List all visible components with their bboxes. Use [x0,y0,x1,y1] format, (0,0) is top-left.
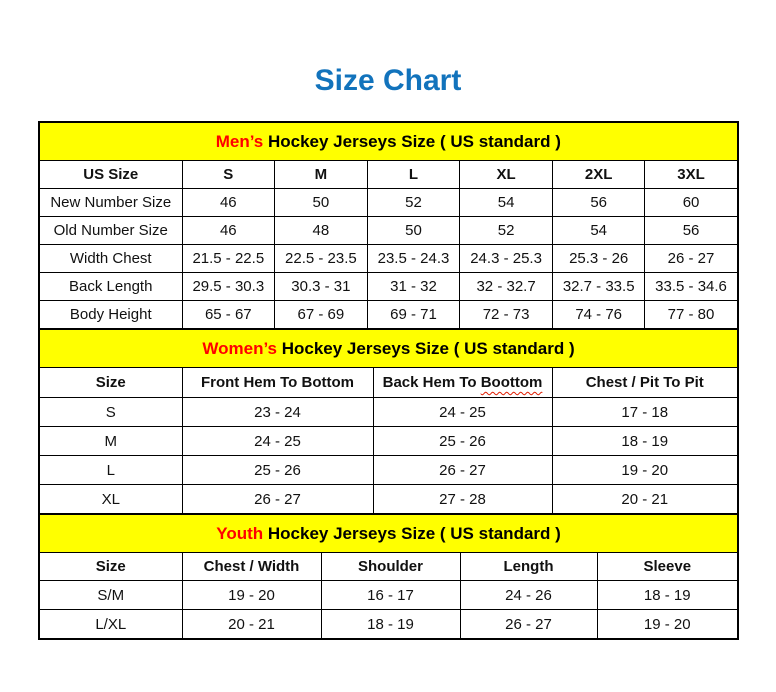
mens-section-rest: Hockey Jerseys Size ( US standard ) [263,131,561,151]
value-cell: 18 - 19 [597,581,738,610]
table-row [39,245,738,273]
row-label-cell: M [39,427,182,456]
table-row [39,456,738,485]
youth-section-prefix: Youth [216,523,264,543]
value-cell: 50 [275,189,368,217]
value-cell: 46 [182,217,275,245]
value-cell: 56 [552,189,645,217]
value-cell: 26 - 27 [645,245,738,273]
value-cell: 67 - 69 [275,301,368,330]
value-cell: 46 [182,189,275,217]
value-cell: 20 - 21 [552,485,738,515]
misspelled-word: Boottom [480,374,543,391]
row-label-cell: L/XL [39,610,182,640]
row-label-cell: XL [39,485,182,515]
table-row [39,610,738,640]
value-cell: 21.5 - 22.5 [182,245,275,273]
page-title: Size Chart [314,64,462,97]
value-cell: 23.5 - 24.3 [367,245,460,273]
row-label-cell: S [39,398,182,427]
value-cell: 48 [275,217,368,245]
column-header-cell: US Size [39,161,182,189]
value-cell: 32 - 32.7 [460,273,553,301]
table-row [39,485,738,515]
column-header-cell: Front Hem To Bottom [182,368,373,398]
value-cell: 24 - 25 [373,398,552,427]
youth-column-header-row [39,553,738,581]
column-header-cell: Sleeve [597,553,738,581]
value-cell: 60 [645,189,738,217]
value-cell: 54 [552,217,645,245]
column-header-cell: Chest / Width [182,553,321,581]
value-cell: 50 [367,217,460,245]
row-label-cell: S/M [39,581,182,610]
mens-section-prefix: Men’s [215,131,264,151]
column-header-cell: Size [39,553,182,581]
value-cell: 54 [460,189,553,217]
youth-section-rest: Hockey Jerseys Size ( US standard ) [263,523,561,543]
value-cell: 56 [645,217,738,245]
value-cell: 25.3 - 26 [552,245,645,273]
value-cell: 18 - 19 [321,610,460,640]
row-label-cell: L [39,456,182,485]
mens-size-table [38,121,739,330]
value-cell: 22.5 - 23.5 [275,245,368,273]
row-label-cell: Back Length [39,273,182,301]
column-header-cell: L [367,161,460,189]
table-row [39,581,738,610]
row-label-cell: New Number Size [39,189,182,217]
value-cell: 20 - 21 [182,610,321,640]
value-cell: 25 - 26 [373,427,552,456]
column-header-cell: XL [460,161,553,189]
column-header-cell: Chest / Pit To Pit [552,368,738,398]
column-header-cell: Length [460,553,597,581]
youth-size-table [38,513,739,640]
value-cell: 19 - 20 [597,610,738,640]
table-row [39,189,738,217]
value-cell: 25 - 26 [182,456,373,485]
womens-section-rest: Hockey Jerseys Size ( US standard ) [277,338,575,358]
value-cell: 33.5 - 34.6 [645,273,738,301]
value-cell: 24 - 25 [182,427,373,456]
value-cell: 18 - 19 [552,427,738,456]
value-cell: 29.5 - 30.3 [182,273,275,301]
value-cell: 30.3 - 31 [275,273,368,301]
womens-column-header-row [39,368,738,398]
mens-section-header [39,122,738,161]
row-label-cell: Old Number Size [39,217,182,245]
womens-size-table [38,328,739,515]
womens-section-title [39,329,738,368]
youth-section-header [39,514,738,553]
womens-section-prefix: Women’s [202,338,277,358]
column-header-cell [373,368,552,398]
table-row [39,301,738,330]
value-cell: 26 - 27 [182,485,373,515]
column-header-cell: S [182,161,275,189]
column-header-cell: Size [39,368,182,398]
value-cell: 26 - 27 [373,456,552,485]
table-row [39,273,738,301]
value-cell: 52 [367,189,460,217]
value-cell: 24 - 26 [460,581,597,610]
column-header-cell: 2XL [552,161,645,189]
value-cell: 77 - 80 [645,301,738,330]
value-cell: 52 [460,217,553,245]
row-label-cell: Body Height [39,301,182,330]
value-cell: 19 - 20 [182,581,321,610]
value-cell: 19 - 20 [552,456,738,485]
value-cell: 23 - 24 [182,398,373,427]
value-cell: 16 - 17 [321,581,460,610]
table-row [39,427,738,456]
column-header-cell: Shoulder [321,553,460,581]
value-cell: 24.3 - 25.3 [460,245,553,273]
youth-section-title [39,514,738,553]
row-label-cell: Width Chest [39,245,182,273]
value-cell: 26 - 27 [460,610,597,640]
value-cell: 65 - 67 [182,301,275,330]
size-chart-tables [38,121,737,640]
value-cell: 27 - 28 [373,485,552,515]
column-header-cell: 3XL [645,161,738,189]
mens-section-title [39,122,738,161]
value-cell: 17 - 18 [552,398,738,427]
table-row [39,217,738,245]
column-header-cell: M [275,161,368,189]
value-cell: 31 - 32 [367,273,460,301]
table-row [39,398,738,427]
value-cell: 74 - 76 [552,301,645,330]
column-header-text: Back Hem To [382,374,477,391]
value-cell: 72 - 73 [460,301,553,330]
womens-section-header [39,329,738,368]
value-cell: 69 - 71 [367,301,460,330]
mens-column-header-row [39,161,738,189]
value-cell: 32.7 - 33.5 [552,273,645,301]
